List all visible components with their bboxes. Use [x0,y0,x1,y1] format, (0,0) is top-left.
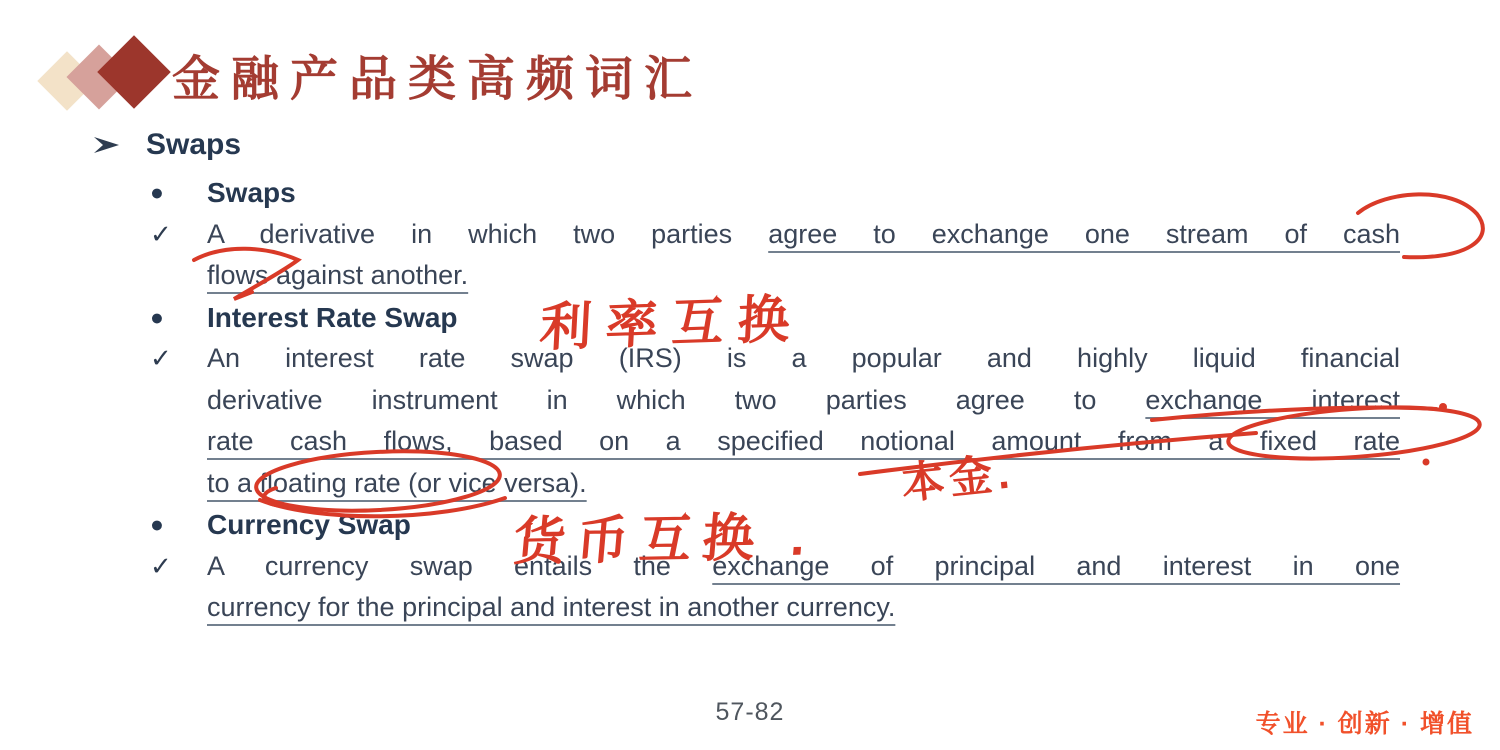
bullet-label: Currency Swap [207,509,411,540]
bullet-item [150,172,1400,214]
paragraph-line [207,587,1400,629]
text-segment: An interest rate swap (IRS) is a popular and highly liquid financial [207,343,1400,373]
text-segment: exchange interest [1145,384,1400,415]
text-segment: A derivative in which two parties [207,218,769,249]
text-segment: to a floating rate (or vice versa). [207,467,587,498]
text-segment: rate cash flows, based on a specified notional amount from a fixed rate [207,426,1400,456]
handwriting-currency-swap: 货币互换 . [510,508,819,572]
arrow-bullet-icon [92,133,122,157]
text-segment: derivative instrument in which two parties agree to [207,384,1146,415]
text-segment: A currency swap entails the [207,550,713,581]
section-heading-row [92,128,241,162]
paragraph-lines [207,338,1400,504]
handwriting-principal: 本金. [899,449,1017,509]
bullet-label: Interest Rate Swap [207,301,458,333]
bullet-label: Swaps [207,177,296,208]
paragraph-line [207,338,1400,380]
dot-bullet-icon: ● [150,303,164,330]
text-segment: exchange of principal and interest in one [712,550,1401,581]
paragraph-line [207,421,1400,463]
check-icon: ✓ [150,218,172,249]
text-segment: agree to exchange one stream of cash [768,218,1401,249]
handwriting-interest-rate-swap: 利率互换 [538,290,806,358]
page-title: 金融产品类高频词汇 [172,53,704,106]
ink-dot-line-end [1439,403,1447,411]
footer-slogan: 专业 · 创新 · 增值 [1255,710,1474,738]
page-number: 57-82 [715,698,785,726]
paragraph-line [207,380,1400,422]
paragraph-line [207,214,1400,256]
section-heading: Swaps [146,128,242,161]
dot-bullet-icon: ● [150,511,164,537]
ink-dot-fixed-rate [1423,459,1430,466]
paragraph [150,338,1400,504]
text-segment: flows against another. [207,260,469,290]
check-icon: ✓ [150,550,172,581]
check-icon: ✓ [150,343,172,373]
dot-bullet-icon: ● [150,179,164,205]
text-segment: currency for the principal and interest in another currency. [207,592,896,622]
